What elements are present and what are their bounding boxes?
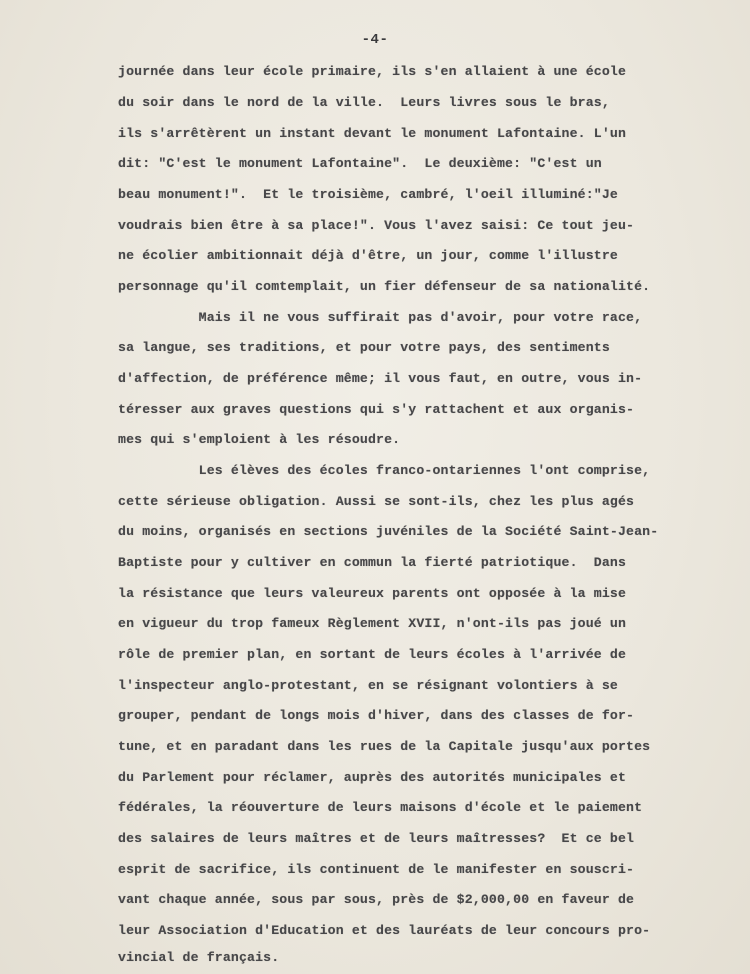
text-line: téresser aux graves questions qui s'y rattachent et aux organis- bbox=[118, 402, 635, 417]
text-line: tune, et en paradant dans les rues de la Capitale jusqu'aux portes bbox=[118, 739, 651, 754]
text-line: grouper, pendant de longs mois d'hiver, dans des classes de for- bbox=[118, 708, 635, 723]
text-line: ils s'arrêtèrent un instant devant le monument Lafontaine. L'un bbox=[118, 126, 627, 141]
text-line: du soir dans le nord de la ville. Leurs livres sous le bras, bbox=[118, 95, 610, 110]
text-line: ne écolier ambitionnait déjà d'être, un jour, comme l'illustre bbox=[118, 248, 618, 263]
text-line: du Parlement pour réclamer, auprès des autorités municipales et bbox=[118, 770, 627, 785]
text-line: dit: "C'est le monument Lafontaine". Le deuxième: "C'est un bbox=[118, 156, 602, 171]
text-line: vant chaque année, sous par sous, près de $2,000,00 en faveur de bbox=[118, 892, 635, 907]
text-line: journée dans leur école primaire, ils s'en allaient à une école bbox=[118, 64, 627, 79]
text-line: leur Association d'Education et des lauréats de leur concours pro- bbox=[118, 923, 651, 938]
text-line: du moins, organisés en sections juvéniles de la Société Saint-Jean- bbox=[118, 524, 659, 539]
text-line: fédérales, la réouverture de leurs maisons d'école et le paiement bbox=[118, 800, 643, 815]
text-line: d'affection, de préférence même; il vous faut, en outre, vous in- bbox=[118, 371, 643, 386]
text-line: sa langue, ses traditions, et pour votre pays, des sentiments bbox=[118, 340, 610, 355]
text-line: beau monument!". Et le troisième, cambré, l'oeil illuminé:"Je bbox=[118, 187, 618, 202]
text-line: Mais il ne vous suffirait pas d'avoir, pour votre race, bbox=[118, 310, 643, 325]
text-line: en vigueur du trop fameux Règlement XVII, n'ont-ils pas joué un bbox=[118, 616, 627, 631]
text-line: l'inspecteur anglo-protestant, en se résignant volontiers à se bbox=[118, 678, 618, 693]
text-line: Baptiste pour y cultiver en commun la fierté patriotique. Dans bbox=[118, 555, 627, 570]
text-line: Les élèves des écoles franco-ontariennes l'ont comprise, bbox=[118, 463, 651, 478]
text-line: cette sérieuse obligation. Aussi se sont-ils, chez les plus agés bbox=[118, 494, 635, 509]
text-line: la résistance que leurs valeureux parents ont opposée à la mise bbox=[118, 586, 627, 601]
text-line: personnage qu'il comtemplait, un fier défenseur de sa nationalité. bbox=[118, 279, 651, 294]
text-line: rôle de premier plan, en sortant de leurs écoles à l'arrivée de bbox=[118, 647, 627, 662]
text-line: vincial de français. bbox=[118, 950, 280, 965]
text-line: des salaires de leurs maîtres et de leurs maîtresses? Et ce bel bbox=[118, 831, 635, 846]
text-line: mes qui s'emploient à les résoudre. bbox=[118, 432, 401, 447]
page-number: -4- bbox=[361, 32, 389, 48]
text-line: esprit de sacrifice, ils continuent de le manifester en souscri- bbox=[118, 862, 635, 877]
text-line: voudrais bien être à sa place!". Vous l'avez saisi: Ce tout jeu- bbox=[118, 218, 635, 233]
